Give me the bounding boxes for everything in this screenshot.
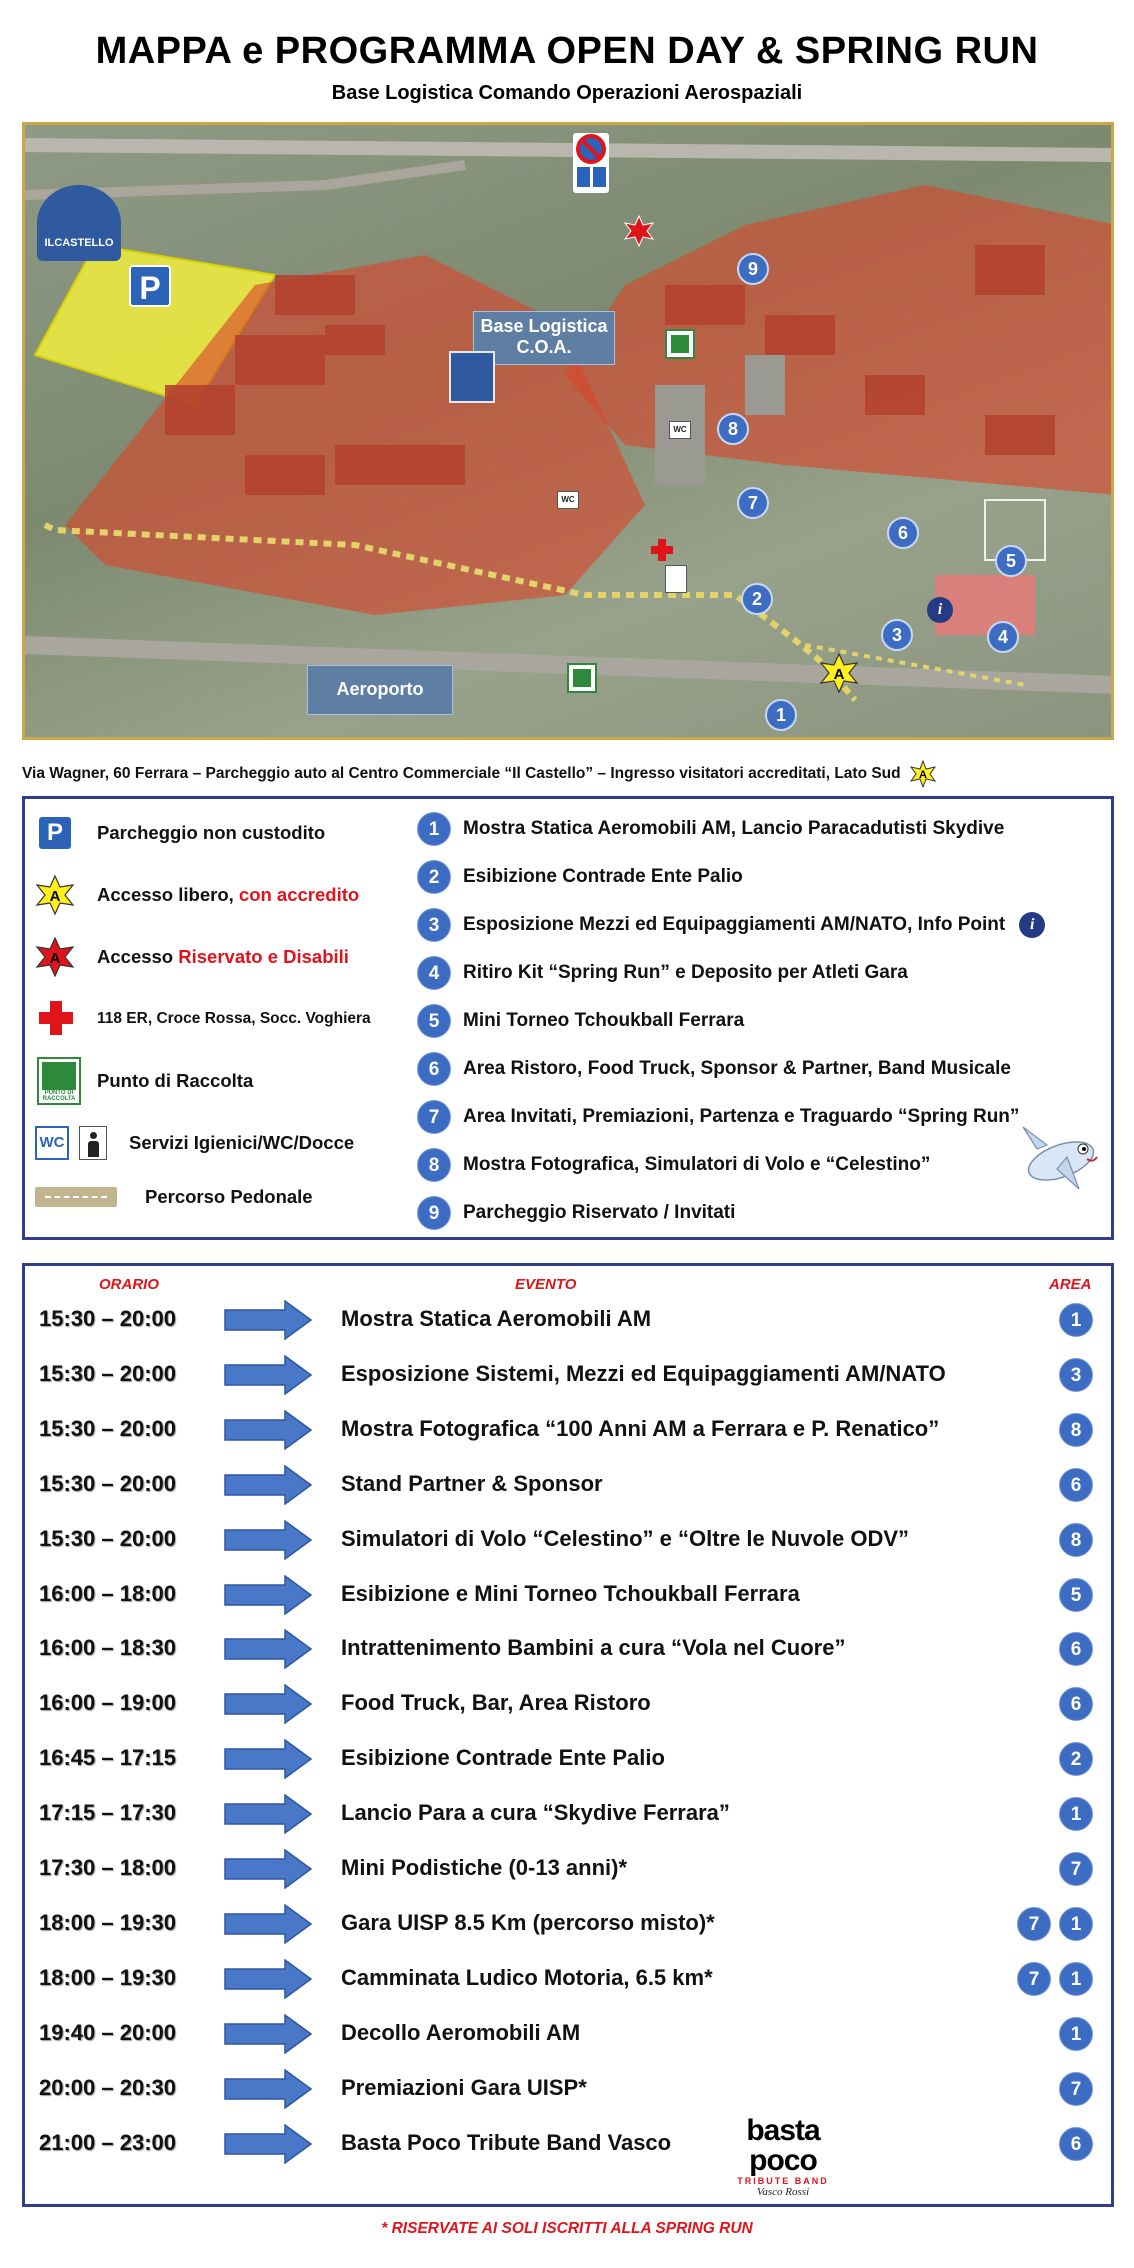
schedule-row: [25, 2113, 1111, 2198]
wc-icon: WC: [35, 1126, 69, 1160]
legend-area-4: 4 Ritiro Kit “Spring Run” e Deposito per Atleti Gara: [417, 953, 908, 993]
assembly-point-marker: [665, 329, 695, 359]
map-area-2: 2: [741, 583, 773, 615]
map-area-6: 6: [887, 517, 919, 549]
legend-area-1: 1 Mostra Statica Aeromobili AM, Lancio Paracadutisti Skydive: [417, 809, 1004, 849]
info-point-icon: i: [927, 597, 953, 623]
band-logo-signature: Vasco Rossi: [756, 2185, 810, 2198]
map-area-7: 7: [737, 487, 769, 519]
schedule-time: 15:30 – 20:00: [39, 1525, 176, 1551]
schedule-row: [25, 1792, 1111, 1836]
address-line: [22, 760, 1114, 788]
schedule-event: Simulatori di Volo “Celestino” e “Oltre le Nuvole ODV”: [341, 1525, 910, 1551]
arrow-right-icon: [223, 1794, 313, 1834]
arrow-right-icon: [223, 1355, 313, 1395]
map-area-1: 1: [765, 699, 797, 731]
arrow-right-icon: [223, 1410, 313, 1450]
schedule-area-badge: 6: [1059, 1632, 1093, 1666]
schedule-time: 16:45 – 17:15: [39, 1745, 176, 1771]
parking-icon: P: [39, 817, 71, 849]
arrow-right-icon: [223, 1465, 313, 1505]
legend-item-assembly-point: PUNTO DI RACCOLTA Punto di Raccolta: [35, 1061, 253, 1101]
airport-label: Aeroporto: [307, 665, 453, 715]
schedule-time: 15:30 – 20:00: [39, 1470, 176, 1496]
toilet-marker: [665, 565, 687, 593]
schedule-time: 15:30 – 20:00: [39, 1306, 176, 1331]
schedule-event: Esibizione e Mini Torneo Tchoukball Ferrara: [341, 1580, 800, 1606]
schedule-time: 17:15 – 17:30: [39, 1800, 176, 1826]
assembly-point-marker: [567, 663, 597, 693]
free-access-icon: [35, 875, 75, 915]
schedule-event: Camminata Ludico Motoria, 6.5 km*: [341, 1964, 713, 1990]
schedule-time: 19:40 – 20:00: [39, 2019, 176, 2045]
map-area-5: 5: [995, 545, 1027, 577]
schedule-header-time: ORARIO: [99, 1276, 159, 1293]
arrow-right-icon: [223, 2069, 313, 2109]
legend-item-parking: P Parcheggio non custodito: [35, 813, 325, 853]
schedule-area-badge: 6: [1059, 1687, 1093, 1721]
legend-panel: [22, 796, 1114, 1240]
base-logistica-label: Base Logistica C.O.A.: [473, 311, 615, 365]
arrow-right-icon: [223, 1849, 313, 1889]
arrow-right-icon: [223, 2124, 313, 2164]
reserved-access-letter: A: [49, 950, 61, 967]
legend-item-free-access: A Accesso libero, con accredito: [35, 875, 359, 915]
reserved-access-icon: [35, 937, 75, 977]
parking-icon: P: [129, 265, 171, 307]
schedule-time: 15:30 – 20:00: [39, 1415, 176, 1441]
schedule-event: Mini Podistiche (0-13 anni)*: [341, 1855, 628, 1880]
schedule-event: Esposizione Sistemi, Mezzi ed Equipaggiamenti AM/NATO: [341, 1360, 946, 1386]
schedule-time: 18:00 – 19:30: [39, 1964, 176, 1990]
schedule-event: Intrattenimento Bambini a cura “Vola nel Cuore”: [341, 1635, 846, 1661]
schedule-time: 16:00 – 19:00: [39, 1690, 176, 1716]
schedule-area-badge: 8: [1059, 1523, 1093, 1557]
map-area-3: 3: [881, 619, 913, 651]
arrow-right-icon: [223, 1959, 313, 1999]
schedule-area-badge: 2: [1059, 1742, 1093, 1776]
wc-marker: WC: [557, 491, 579, 509]
map-overlay: [25, 125, 1114, 740]
schedule-time: 21:00 – 23:00: [39, 2129, 176, 2155]
il-castello-logo: ILCASTELLO: [37, 185, 121, 261]
schedule-event: Basta Poco Tribute Band Vasco: [341, 2129, 672, 2155]
schedule-event: Food Truck, Bar, Area Ristoro: [341, 1690, 651, 1716]
schedule-row: [25, 1957, 1111, 2001]
celestino-mascot-icon: [1017, 1119, 1107, 1199]
schedule-area-badge: 6: [1059, 1468, 1093, 1502]
schedule-header-event: EVENTO: [515, 1276, 577, 1293]
schedule-area-badge: 1: [1059, 1303, 1093, 1337]
schedule-row: [25, 1847, 1111, 1891]
free-access-icon: [909, 760, 937, 788]
band-logo-sub: TRIBUTE BAND: [737, 2175, 829, 2186]
legend-area-6: 6 Area Ristoro, Food Truck, Sponsor & Partner, Band Musicale: [417, 1049, 1011, 1089]
schedule-area-badge: 1: [1059, 1797, 1093, 1831]
legend-item-walking-path: Percorso Pedonale: [35, 1177, 313, 1217]
schedule-time: 17:30 – 18:00: [39, 1855, 176, 1880]
schedule-row: [25, 1737, 1111, 1781]
legend-area-3: 3 Esposizione Mezzi ed Equipaggiamenti AM/NATO, Info Point i: [417, 905, 1045, 945]
first-aid-marker: [651, 539, 673, 561]
schedule-area-badge: 1: [1059, 2017, 1093, 2051]
schedule-row: [25, 2012, 1111, 2056]
schedule-header-area: AREA: [1049, 1276, 1092, 1293]
schedule-area-badge: 1: [1059, 1907, 1093, 1941]
legend-area-9: 9 Parcheggio Riservato / Invitati: [417, 1193, 735, 1233]
free-access-letter: A: [918, 769, 927, 781]
no-parking-sign-icon: [573, 133, 609, 193]
page-subtitle: Base Logistica Comando Operazioni Aerospaziali: [331, 82, 803, 104]
wc-marker: WC: [669, 421, 691, 439]
legend-item-toilets: WC Servizi Igienici/WC/Docce: [35, 1123, 354, 1163]
schedule-event: Gara UISP 8.5 Km (percorso misto)*: [341, 1909, 715, 1935]
schedule-event: Mostra Statica Aeromobili AM: [341, 1306, 652, 1331]
schedule-row: [25, 1463, 1111, 1507]
walking-path-icon: [35, 1187, 117, 1207]
arrow-right-icon: [223, 2014, 313, 2054]
schedule-panel: [22, 1263, 1114, 2207]
schedule-row: [25, 1408, 1111, 1452]
legend-area-5: 5 Mini Torneo Tchoukball Ferrara: [417, 1001, 744, 1041]
arrow-right-icon: [223, 1520, 313, 1560]
schedule-row: [25, 1682, 1111, 1726]
schedule-event: Esibizione Contrade Ente Palio: [341, 1745, 665, 1771]
schedule-area-badge: 3: [1059, 1358, 1093, 1392]
map-area-4: 4: [987, 621, 1019, 653]
schedule-time: 15:30 – 20:00: [39, 1360, 176, 1386]
page-title: MAPPA e PROGRAMMA OPEN DAY & SPRING RUN: [95, 30, 1039, 72]
site-map: [22, 122, 1114, 740]
schedule-area-badge: 7: [1059, 2072, 1093, 2106]
schedule-row: [25, 1518, 1111, 1562]
schedule-time: 18:00 – 19:30: [39, 1909, 176, 1935]
map-area-9: 9: [737, 253, 769, 285]
schedule-time: 16:00 – 18:30: [39, 1635, 176, 1661]
schedule-area-badge: 7: [1017, 1907, 1051, 1941]
schedule-time: 20:00 – 20:30: [39, 2074, 176, 2100]
schedule-area-badge: 5: [1059, 1578, 1093, 1612]
info-point-icon: i: [1019, 912, 1045, 938]
schedule-event: Lancio Para a cura “Skydive Ferrara”: [341, 1800, 730, 1826]
arrow-right-icon: [223, 1575, 313, 1615]
schedule-event: Mostra Fotografica “100 Anni AM a Ferrara e P. Renatico”: [341, 1415, 940, 1441]
map-area-8: 8: [717, 413, 749, 445]
schedule-row: [25, 1353, 1111, 1397]
schedule-row: [25, 1298, 1111, 1342]
first-aid-icon: [39, 1001, 73, 1035]
legend-area-2: 2 Esibizione Contrade Ente Palio: [417, 857, 743, 897]
assembly-point-icon: PUNTO DI RACCOLTA: [37, 1057, 81, 1105]
arrow-right-icon: [223, 1629, 313, 1669]
legend-item-reserved-access: A Accesso Riservato e Disabili: [35, 937, 349, 977]
arrow-right-icon: [223, 1300, 313, 1340]
basta-poco-band-logo: [713, 2113, 853, 2198]
free-access-letter: A: [49, 888, 61, 905]
arrow-right-icon: [223, 1904, 313, 1944]
schedule-row: [25, 1573, 1111, 1617]
address-text: Via Wagner, 60 Ferrara – Parcheggio auto al Centro Commerciale “Il Castello” – Ingresso visitatori accreditati, Lato Sud: [22, 765, 901, 783]
footnote: * RISERVATE AI SOLI ISCRITTI ALLA SPRING RUN: [381, 2220, 753, 2237]
schedule-event: Premiazioni Gara UISP*: [341, 2074, 587, 2100]
schedule-event: Decollo Aeromobili AM: [341, 2019, 581, 2045]
band-logo-main: basta poco: [746, 2113, 820, 2177]
arrow-right-icon: [223, 1684, 313, 1724]
legend-item-first-aid: 118 ER, Croce Rossa, Socc. Voghiera: [35, 999, 371, 1039]
arrow-right-icon: [223, 1739, 313, 1779]
schedule-row: [25, 1627, 1111, 1671]
schedule-area-badge: 6: [1059, 2127, 1093, 2161]
toilet-person-icon: [79, 1126, 107, 1160]
schedule-area-badge: 7: [1017, 1962, 1051, 1996]
schedule-time: 16:00 – 18:00: [39, 1580, 176, 1606]
legend-area-7: 7 Area Invitati, Premiazioni, Partenza e Traguardo “Spring Run”: [417, 1097, 1019, 1137]
schedule-event: Stand Partner & Sponsor: [341, 1470, 603, 1496]
coa-emblem: [449, 351, 495, 403]
schedule-row: [25, 1902, 1111, 1946]
legend-area-8: 8 Mostra Fotografica, Simulatori di Volo e “Celestino”: [417, 1145, 930, 1185]
schedule-area-badge: 8: [1059, 1413, 1093, 1447]
schedule-area-badge: 1: [1059, 1962, 1093, 1996]
schedule-row: [25, 2067, 1111, 2111]
schedule-area-badge: 7: [1059, 1852, 1093, 1886]
free-access-letter: A: [833, 666, 845, 683]
